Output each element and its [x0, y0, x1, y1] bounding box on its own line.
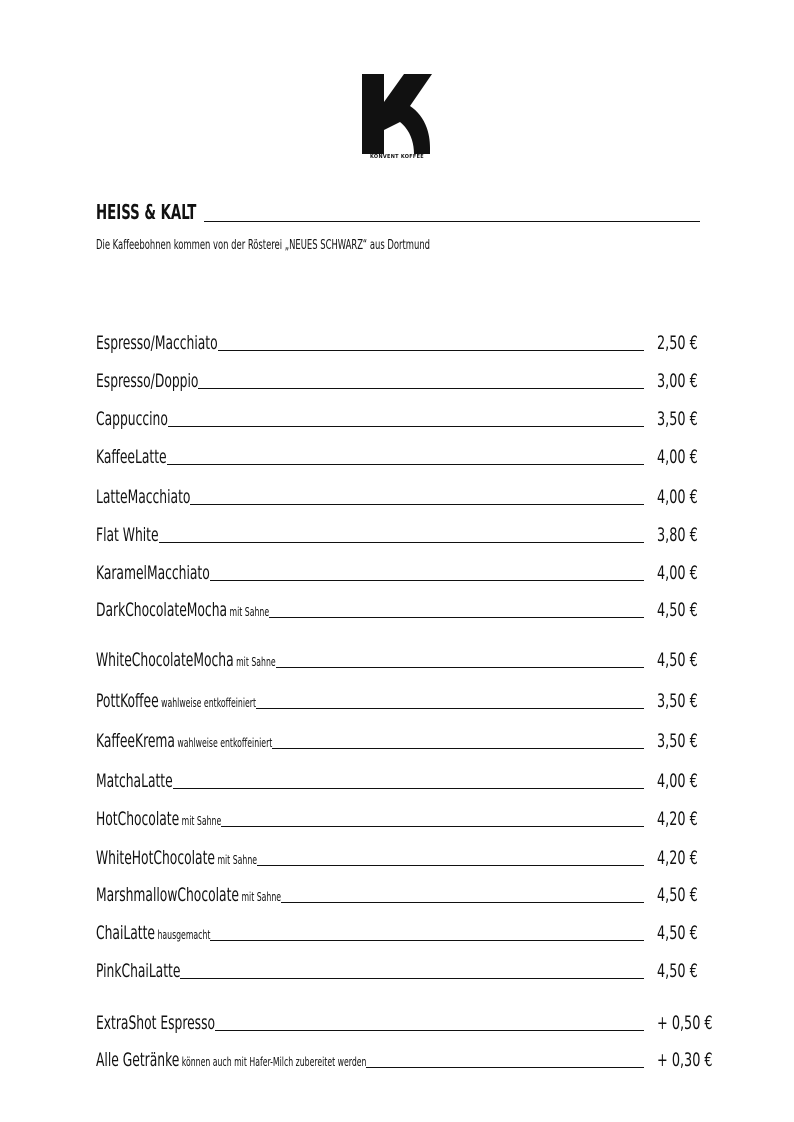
menu-item-label: Espresso/Doppio	[96, 370, 199, 392]
menu-item	[96, 768, 696, 792]
menu-item	[96, 484, 696, 508]
menu-item-label: ChaiLatte hausgemacht	[96, 922, 211, 944]
menu-item-note: hausgemacht	[154, 928, 211, 942]
menu-item-name	[96, 960, 180, 982]
dotted-leader	[168, 426, 644, 427]
heading-rule	[204, 221, 700, 222]
menu-item	[96, 444, 696, 468]
dotted-leader	[198, 388, 644, 389]
menu-item-name	[96, 599, 269, 621]
menu-item-price: + 0,50 €	[657, 1012, 713, 1034]
menu-item-label: Alle Getränke können auch mit Hafer-Milch zubereitet werden	[96, 1049, 367, 1071]
menu-item-price: + 0,30 €	[657, 1049, 713, 1071]
menu-item-name	[96, 847, 257, 869]
menu-item	[96, 647, 696, 671]
menu-item	[96, 882, 696, 906]
menu-item-price: 3,80 €	[657, 524, 698, 546]
menu-item-note: mit Sahne	[238, 890, 282, 904]
dotted-leader	[366, 1067, 644, 1068]
menu-item-name	[96, 730, 272, 752]
menu-item-label: DarkChocolateMocha mit Sahne	[96, 599, 270, 621]
menu-item-name	[96, 884, 281, 906]
menu-item	[96, 330, 696, 354]
section-title: HEISS & KALT	[96, 200, 197, 224]
dotted-leader	[215, 1030, 644, 1031]
menu-item-name	[96, 922, 210, 944]
section-heading	[96, 198, 700, 224]
menu-item-price: 4,00 €	[657, 486, 698, 508]
dotted-leader	[167, 464, 644, 465]
menu-item-price: 2,50 €	[657, 332, 698, 354]
menu-item-price: 4,20 €	[657, 808, 698, 830]
menu-item-note: mit Sahne	[227, 605, 270, 619]
menu-item-price: 4,50 €	[657, 649, 698, 671]
menu-item-price: 4,00 €	[657, 446, 698, 468]
menu-item-label: Espresso/Macchiato	[96, 332, 218, 354]
menu-item-label: PinkChaiLatte	[96, 960, 181, 982]
menu-item	[96, 406, 696, 430]
menu-item-note: mit Sahne	[233, 655, 276, 669]
menu-item	[96, 958, 696, 982]
menu-item-price: 4,00 €	[657, 770, 698, 792]
menu-item-price: 4,50 €	[657, 960, 698, 982]
dotted-leader	[269, 617, 644, 618]
menu-item	[96, 522, 696, 546]
dotted-leader	[257, 865, 644, 866]
menu-item	[96, 597, 696, 621]
menu-item-name	[96, 808, 221, 830]
menu-item-note: wahlweise entkoffeiniert	[174, 736, 273, 750]
menu-item-label: KaffeeKrema wahlweise entkoffeiniert	[96, 730, 273, 752]
logo-wordmark: KONVENT KOFFEE	[370, 154, 424, 160]
menu-item	[96, 1047, 713, 1071]
menu-item	[96, 806, 696, 830]
menu-item-label: ExtraShot Espresso	[96, 1012, 216, 1034]
menu-item-label: KaramelMacchiato	[96, 562, 210, 584]
dotted-leader	[210, 580, 644, 581]
dotted-leader	[276, 667, 644, 668]
menu-item-price: 4,50 €	[657, 884, 698, 906]
dotted-leader	[281, 902, 644, 903]
menu-item	[96, 1010, 713, 1034]
menu-item-label: PottKoffee wahlweise entkoffeiniert	[96, 690, 257, 712]
konvent-koffee-logo	[360, 72, 434, 164]
menu-item-price: 3,00 €	[657, 370, 698, 392]
menu-item-price: 3,50 €	[657, 690, 698, 712]
menu-item	[96, 845, 696, 869]
dotted-leader	[173, 788, 644, 789]
menu-item-note: mit Sahne	[179, 814, 222, 828]
dotted-leader	[218, 350, 644, 351]
menu-item-name	[96, 408, 168, 430]
menu-item-price: 3,50 €	[657, 408, 698, 430]
menu-item-label: KaffeeLatte	[96, 446, 167, 468]
menu-item	[96, 560, 696, 584]
dotted-leader	[210, 940, 644, 941]
menu-item-note: mit Sahne	[214, 853, 258, 867]
menu-item-label: MatchaLatte	[96, 770, 173, 792]
menu-item-price: 4,20 €	[657, 847, 698, 869]
dotted-leader	[159, 542, 644, 543]
menu-item	[96, 368, 696, 392]
dotted-leader	[272, 748, 644, 749]
menu-item-note: können auch mit Hafer-Milch zubereitet werden	[179, 1055, 367, 1069]
dotted-leader	[180, 978, 644, 979]
menu-item-name	[96, 562, 210, 584]
menu-item-name	[96, 1049, 366, 1071]
menu-item-name	[96, 332, 218, 354]
menu-item-price: 3,50 €	[657, 730, 698, 752]
dotted-leader	[221, 826, 644, 827]
menu-item-price: 4,00 €	[657, 562, 698, 584]
menu-item-name	[96, 524, 159, 546]
menu-item-label: Flat White	[96, 524, 159, 546]
menu-item-note: wahlweise entkoffeiniert	[158, 696, 257, 710]
dotted-leader	[190, 504, 644, 505]
menu-item-label: HotChocolate mit Sahne	[96, 808, 222, 830]
menu-item-label: LatteMacchiato	[96, 486, 191, 508]
menu-item-name	[96, 770, 173, 792]
menu-item	[96, 920, 696, 944]
menu-item-name	[96, 1012, 215, 1034]
menu-item-name	[96, 486, 190, 508]
menu-item-price: 4,50 €	[657, 922, 698, 944]
section-subtitle: Die Kaffeebohnen kommen von der Rösterei „NEUES SCHWARZ“ aus Dortmund	[96, 238, 431, 253]
menu-item-price: 4,50 €	[657, 599, 698, 621]
menu-item-name	[96, 649, 276, 671]
menu-item-label: Cappuccino	[96, 408, 168, 430]
menu-item-label: MarshmallowChocolate mit Sahne	[96, 884, 282, 906]
menu-item-label: WhiteHotChocolate mit Sahne	[96, 847, 258, 869]
menu-item	[96, 688, 696, 712]
menu-item-label: WhiteChocolateMocha mit Sahne	[96, 649, 276, 671]
menu-item-name	[96, 446, 167, 468]
menu-item-name	[96, 690, 256, 712]
menu-item-name	[96, 370, 198, 392]
menu-item	[96, 728, 696, 752]
dotted-leader	[256, 708, 644, 709]
